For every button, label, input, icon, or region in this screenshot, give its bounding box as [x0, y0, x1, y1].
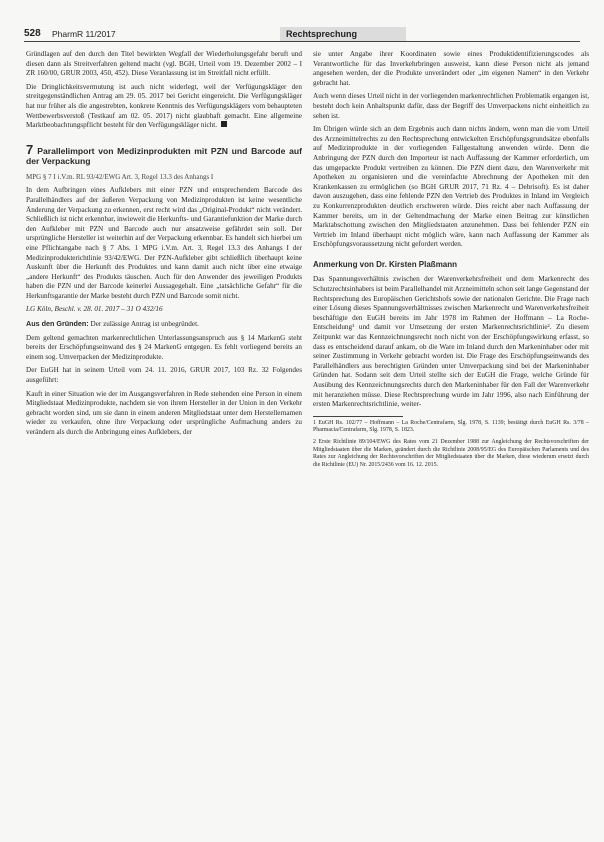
header-divider — [24, 41, 580, 42]
paragraph: Kauft in einer Situation wie der im Ausgangsverfahren in Rede stehenden eine Person in einem Mitgliedstaat Medizinprodukte, nachdem sie von ihrem Hersteller in der Union in den Verkehr gebracht worden sind, um sie dann in einem anderen Mitgliedstaat unter dem Herstellernamen wieder zu verkaufen, ohne ihre Verpackung oder ursprüngliche Aufmachung anders zu verändern als durch die Anbringung eines Aufklebers, der — [26, 389, 302, 436]
page-header — [24, 26, 580, 46]
court-citation: LG Köln, Beschl. v. 28. 01. 2017 – 31 O 432/16 — [26, 305, 163, 314]
paragraph: Das Spannungsverhältnis zwischen der Warenverkehrsfreiheit und dem Markenrecht des Schutzrechtsinhabers ist beim Parallelhandel mit Arzneimitteln schon seit lange Gegenstand der Rechtsprechung des Europäischen Gerichtshofs sowie der nationalen Gerichte. Die Frage nach einer Lösung dieses Spannungsverhältnisses zwischen Markenrecht und Warenverkehrsfreiheit beschäftigte den EuGH bereits im Jahr 1978 im Rahmen der Hoffmann – La Roche-Entscheidung¹ und damit vor Umsetzung der ersten Markenrechtsrichtlinie². Zu diesem Zeitpunkt war das Kennzeichnungsrecht noch nicht von der Erschöpfungswirkung erfasst, so dass es entscheidend darauf ankam, ob die Ware im Inland durch den Markeninhaber oder mit seiner Zustimmung in Verkehr gebracht worden ist. Die Frage des Erschöpfungseinwands des Parallelhändlers aus berechtigten Gründen unter Umverpackung sind bei der Markeninhaber Gründen hat. Sodann seit dem Urteil stellte sich der EuGH die Frage, welche Gründe für Ausübung des Kennzeichnungsrechts durch den Markeninhaber für den Fall der Warenverkehr mit heranziehen müsse. Diese Rechtsprechung wurde im Jahr 1996, also nach Einführung der ersten Markenrechtsrichtlinie, weiter- — [313, 275, 589, 409]
paragraph: Aus den Gründen: Der zulässige Antrag ist unbegründet. — [26, 319, 199, 329]
journal-name: PharmR 11/2017 — [52, 29, 116, 39]
footnote: 2 Erste Richtlinie 89/104/EWG des Rates vom 21 Dezember 1988 zur Angleichung der Rechtsvorschriften der Mitgliedstaaten über die Marken, geändert durch die Richtlinie 2008/95/EG des Europäischen Parlaments und des Rates zur Angleichung der Rechtsvorschriften der Mitgliedstaaten über die Marken, diese wiederum ersetzt durch die Richtlinie (EU) Nr. 2015/2436 vom 16. 12. 2015. — [313, 438, 589, 468]
legal-reference: MPG § 7 I i.V.m. RL 93/42/EWG Art. 3, Regel 13.3 des Anhangs I — [26, 172, 214, 181]
case-number: 7 — [26, 141, 34, 157]
page-number: 528 — [24, 28, 41, 39]
annotation-heading: Anmerkung von Dr. Kirsten Plaßmann — [313, 259, 458, 269]
left-column — [26, 50, 302, 442]
paragraph: Im Übrigen würde sich an dem Ergebnis auch dann nichts ändern, wenn man die vom Urteil des Arzneimittelrechts zu den Rechtsprechung entwickelten Erschöpfungsgrundsätze ebenfalls auf Medizinprodukte in der vorliegenden Fallgestaltung anwenden würde. Denn die Anbringung der PZN durch den Importeur ist nach Auffassung der Kammer erforderlich, um das umgepackte Produkt vertreiben zu können. Die PZN dient dazu, den Warenverkehr mit Apotheken zu organisieren und die vereinfachte Abrechnung der Apotheken mit den Krankenkassen zu ermöglichen (so BGH GRUR 2017, 71 Rz. 4 – Debrisoft). Es ist daher davon auszugehen, dass eine fehlende PZN den Vertrieb des Produktes in Inland im Vergleich zu Konkurrenzprodukten deutlich erschweren würde. Dies reicht aber nach Auffassung der Kammer bereits, um in der Geltendmachung der Marke einen Beitrag zur künstlichen Marktabschottung zwischen den Mitgliedstaaten anzunehmen. Dass bei fehlender PZN ein Vertrieb im Inland überhaupt nicht möglich wäre, kann nach Auffassung der Kammer als Erschöpfungsvoraussetzung nicht gefordert werden. — [313, 125, 589, 249]
footnote: 1 EuGH Rs. 102/77 – Hoffmann – La Roche/Centrafarm, Slg. 1978, S. 1139; bestätigt durch EuGH Rs. 3/78 – Pharmacia/Centrafarm, Slg. 1978, S. 1823. — [313, 419, 589, 434]
case-heading — [26, 141, 302, 167]
section-title: Rechtsprechung — [280, 27, 406, 41]
right-column — [313, 50, 589, 473]
paragraph: Gründlagen auf den durch den Titel bewirkten Wegfall der Wiederholungsgefahr beruft und diesen dann als Streitverfahren geltend macht (vgl. BGH, Urteil vom 19. Dezember 2002 – I ZR 160/00, GRUR 2003, 450, 452). Diese Veranlassung ist im Streitfall nicht erfüllt. — [26, 50, 302, 78]
headnote: In dem Aufbringen eines Aufklebers mit einer PZN und entsprechendem Barcode des Parallelhändlers auf der äußeren Verpackung von Medizinprodukten ist keine wesentliche Änderung der Verpackung zu erkennen, erst recht wird das „Original-Produkt“ nicht verändert. Schließlich ist nicht erkennbar, inwieweit die Herkunfts- und Garantiefunktion der Marke durch den Aufkleber mit PZN und Barcode auch nur ansatzweise gefährdet sein soll. Der ursprüngliche Hersteller ist weiterhin auf der Verpackung erkennbar. Es handelt sich hierbei um eine Pflichtangabe nach § 7 Abs. 1 MPG i.V.m. Art. 3, Regel 13.3 des Anhangs I der Medizinprodukterichtlinie 93/42/EWG. Der PZN-Aufkleber gibt schließlich überhaupt keine Auskunft über die Herkunft des Produktes und kann damit auch nicht über eine etwaige „andere Herkunft“ des Produkts täuschen. Auch für den Anwender des jeweiligen Produkts haben die PZN und der Barcode keinerlei Aussagegehalt. Eine „tatsächliche Gefahr“ für die Herkunftsgarantie der Marke besteht durch PZN und Barcode somit nicht. — [26, 186, 302, 300]
paragraph: Die Dringlichkeitsvermutung ist auch nicht widerlegt, weil der Verfügungskläger den streitgegenständlichen Antrag am 29. 05. 2017 bei Gericht eingereicht. Die Verfügungskläger hat nur früher als die angestrebten, konkrete Kenntnis des Verfügungsklägers vom behaupteten Wettbewerbsverstoß (Testkauf am 02. 05. 2017) nicht glaubhaft gemacht. Eine allgemeine Marktbeobachtungspflicht besteht für den Verfügungskläger nicht. — [26, 82, 302, 130]
paragraph: Der EuGH hat in seinem Urteil vom 24. 11. 2016, GRUR 2017, 103 Rz. 32 Folgendes ausgeführt: — [26, 366, 302, 385]
subheading: Aus den Gründen: — [26, 319, 89, 329]
case-title: Parallelimport von Medizinprodukten mit PZN und Barcode auf der Verpackung — [26, 145, 302, 167]
paragraph: sie unter Angabe ihrer Koordinaten sowie eines Produktidentifizierungscodes als Verantwortliche für das Inverkehrbringen ausweist, kann diese Person nicht als jemand angesehen werden, der die Produkte unverändert oder „im eigenen Namen“ in den Verkehr gebracht hat. — [313, 50, 589, 87]
paragraph: Auch wenn dieses Urteil nicht in der vorliegenden markenrechtlichen Problematik ergangen ist, besteht doch kein Anhaltspunkt dafür, dass der Begriff des Umverpackens nicht einheitlich zu sehen ist. — [313, 92, 589, 120]
footnote-divider — [313, 416, 403, 417]
paragraph: Dem geltend gemachten markenrechtlichen Unterlassungsanspruch aus § 14 MarkenG steht bereits der Erschöpfungseinwand des § 24 MarkenG entgegen. Es fehlt vorliegend bereits an einem sog. Umverpacken der Medizinprodukte. — [26, 333, 302, 361]
end-mark — [221, 121, 227, 127]
